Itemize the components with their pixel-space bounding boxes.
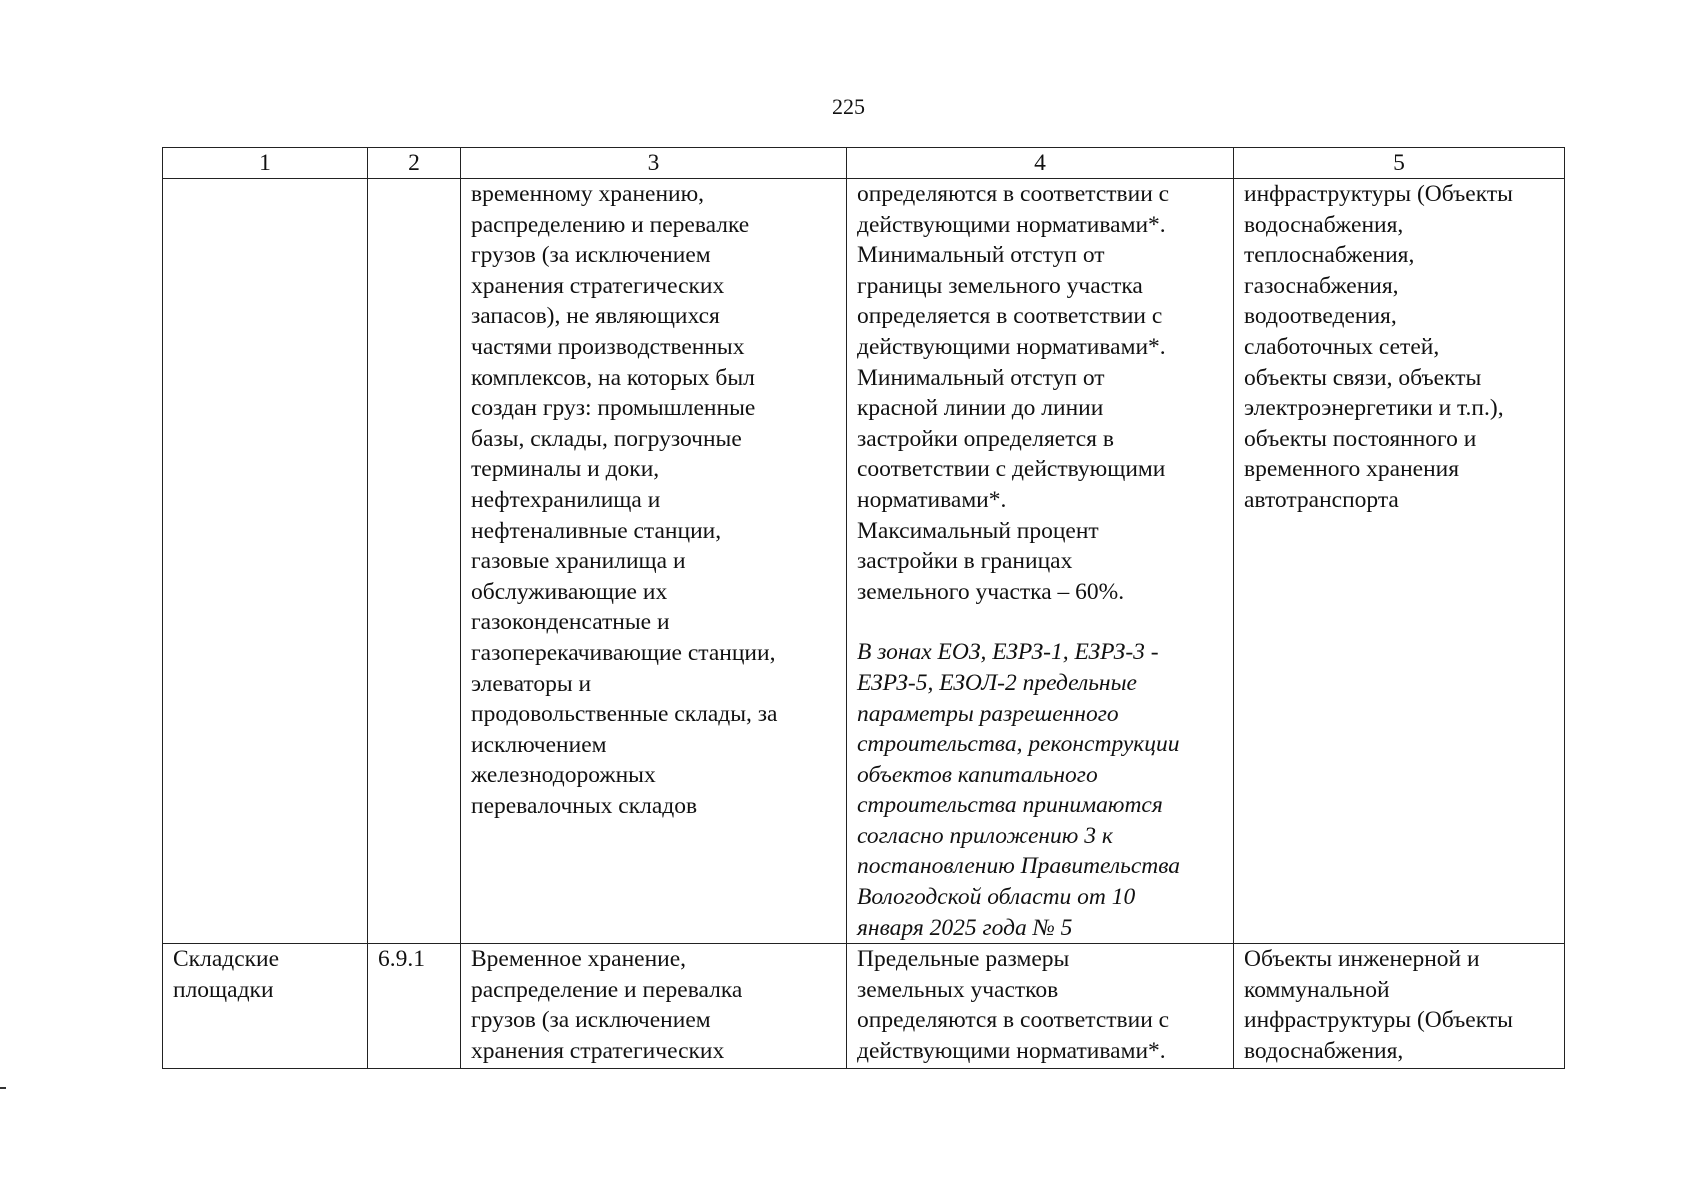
regulations-table	[162, 147, 1565, 1069]
table-row	[163, 179, 1565, 944]
cell-text: Временное хранение, распределение и перевалка грузов (за исключением хранения стратегических	[471, 946, 743, 1065]
parameters-text: определяются в соответствии с действующими нормативами*. Минимальный отступ от границы земельного участка определяется в соответствии с действующими нормативами*. Минимальный отступ от красной линии до линии застройки определяется в соответствии с действующими нормативами*. Максимальный процент застройки в границах земельного участка – 60%.	[857, 181, 1170, 605]
header-col-4: 4	[847, 148, 1234, 179]
cell-use-name	[163, 944, 368, 1069]
cell-text: инфраструктуры (Объекты водоснабжения, теплоснабжения, газоснабжения, водоотведения, слаботочных сетей, объекты связи, объекты электроэнергетики и т.п.), объекты постоянного и временного хранения автотранспорта	[1244, 181, 1513, 513]
cell-auxiliary-uses	[1234, 179, 1565, 944]
header-col-5: 5	[1234, 148, 1565, 179]
cell-description	[461, 179, 847, 944]
cell-text: временному хранению, распределению и перевалке грузов (за исключением хранения стратегических запасов), не являющихся частями производственных комплексов, на которых был создан груз: промышленные базы, склады, погрузочные терминалы и доки, нефтехранилища и нефтеналивные станции, газовые хранилища и обслуживающие их газоконденсатные и газоперекачивающие станции, элеваторы и продовольственные склады, за исключением железнодорожных перевалочных складов	[471, 181, 778, 819]
cell-text: 6.9.1	[378, 946, 425, 973]
cell-use-name	[163, 179, 368, 944]
zones-note: В зонах ЕОЗ, ЕЗРЗ-1, ЕЗРЗ-3 - ЕЗРЗ-5, ЕЗОЛ-2 предельные параметры разрешенного строительства, реконструкции объектов капитального строительства принимаются согласно приложению 3 к постановлению Правительства Вологодской области от 10 января 2025 года № 5	[857, 639, 1181, 941]
cell-description	[461, 944, 847, 1069]
cell-parameters	[847, 179, 1234, 944]
paragraph-gap	[857, 607, 1227, 637]
table-row	[163, 944, 1565, 1069]
cell-text: Предельные размеры земельных участков определяются в соответствии с действующими нормативами*.	[857, 946, 1170, 1065]
header-row	[163, 148, 1565, 179]
cell-code	[368, 179, 461, 944]
cell-code	[368, 944, 461, 1069]
header-col-3: 3	[461, 148, 847, 179]
scan-edge-mark	[0, 1087, 6, 1089]
header-col-1: 1	[163, 148, 368, 179]
cell-parameters	[847, 944, 1234, 1069]
header-col-2: 2	[368, 148, 461, 179]
cell-auxiliary-uses	[1234, 944, 1565, 1069]
cell-text: Складские площадки	[173, 946, 280, 1003]
page-number: 225	[832, 94, 865, 119]
cell-text: Объекты инженерной и коммунальной инфраструктуры (Объекты водоснабжения,	[1244, 946, 1513, 1065]
table-header	[163, 148, 1565, 179]
